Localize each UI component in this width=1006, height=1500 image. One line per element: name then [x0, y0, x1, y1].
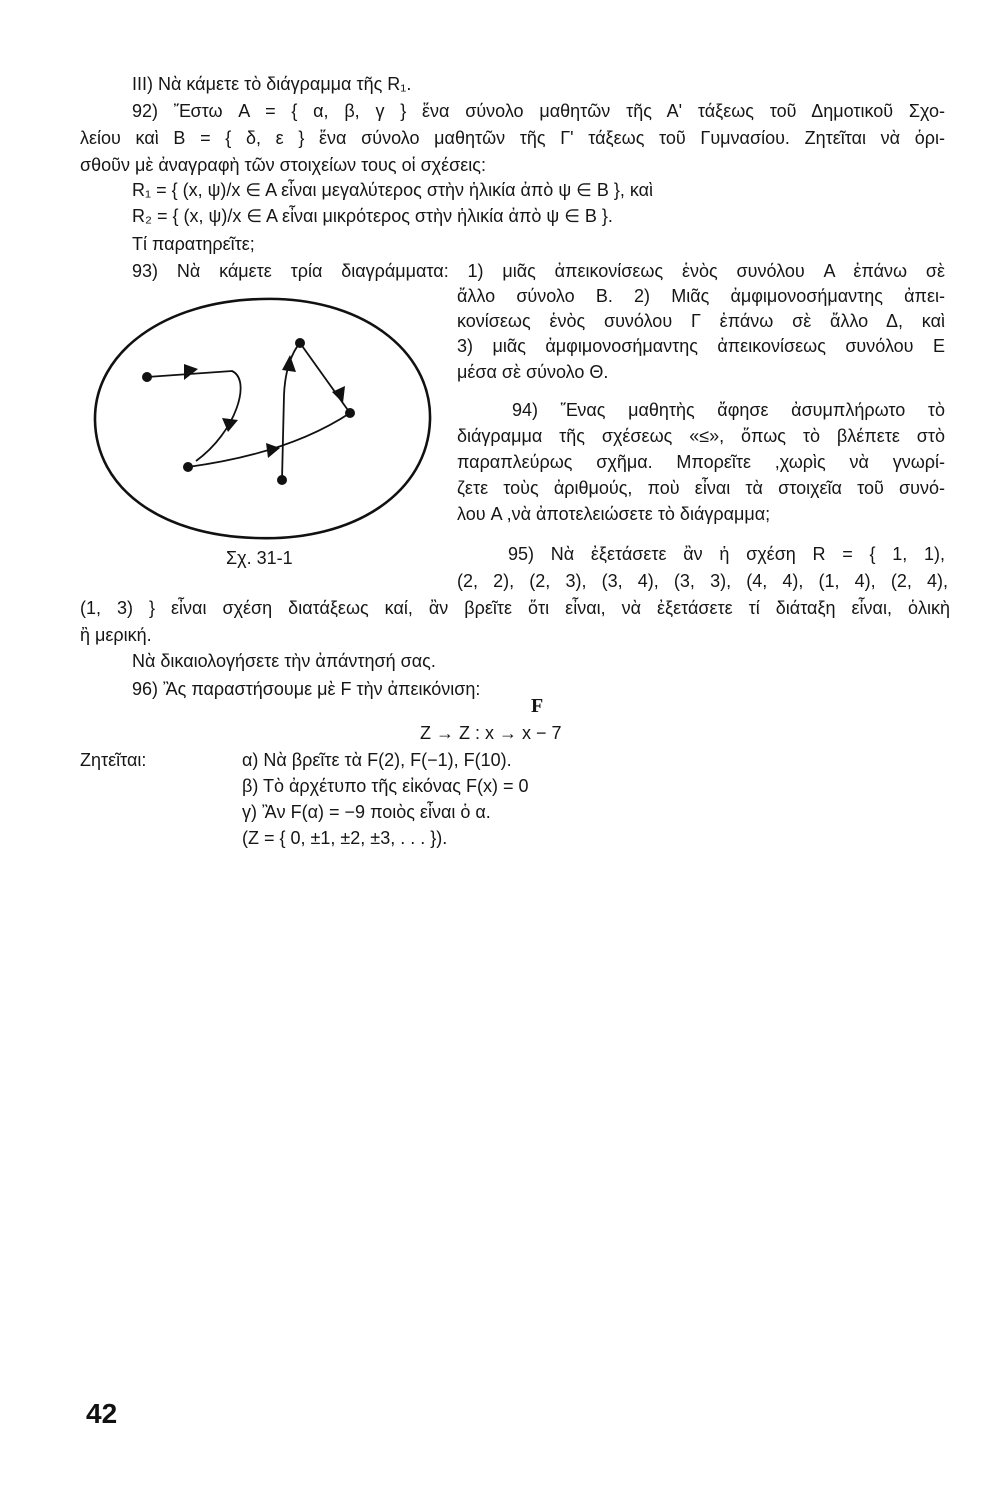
relation-r2-definition: R₂ = { (x, ψ)/x ∈ A εἶναι μικρότερος στὴν ἡλικία ἀπὸ ψ ∈ B }. — [132, 206, 613, 226]
exercise-95-line: ἢ μερική. — [80, 625, 152, 645]
set-a-ellipse — [95, 299, 430, 538]
exercise-95-line: (2, 2), (2, 3), (3, 4), (3, 3), (4, 4), (1, 4), (2, 4), — [457, 571, 948, 591]
arrowhead — [282, 355, 296, 372]
exercise-94-line: ζετε τοὺς ἀριθμούς, ποὺ εἶναι τὰ στοιχεῖα τοῦ συνό- — [457, 478, 945, 498]
arrowhead — [222, 418, 238, 432]
exercise-93-line: 93) Νὰ κάμετε τρία διαγράμματα: 1) μιᾶς ἀπεικονίσεως ἑνὸς συνόλου A ἐπάνω σὲ — [132, 261, 945, 281]
relation-diagram-figure — [80, 285, 450, 560]
exercise-96-part-c: γ) Ἂν F(α) = −9 ποιὸς εἶναι ὁ α. — [242, 802, 491, 822]
exercise-94-line: διάγραμμα τῆς σχέσεως «≤», ὅπως τὸ βλέπετε στὸ — [457, 426, 945, 446]
relation-r1-definition: R₁ = { (x, ψ)/x ∈ A εἶναι μεγαλύτερος στὴν ἡλικία ἀπὸ ψ ∈ B }, καὶ — [132, 180, 654, 200]
exercise-93-line: κονίσεως ἑνὸς συνόλου Γ ἐπάνω σὲ ἄλλο Δ, καὶ — [457, 311, 945, 331]
exercise-95-line: (1, 3) } εἶναι σχέση διατάξεως καί, ἂν βρεῖτε ὅτι εἶναι, νὰ ἐξετάσετε τί διάταξη εἶναι, ὁλικὴ — [80, 598, 950, 618]
diagram-point — [295, 338, 305, 348]
page-number: 42 — [86, 1398, 118, 1429]
arrowhead — [332, 386, 345, 403]
exercise-96-part-a: α) Νὰ βρεῖτε τὰ F(2), F(−1), F(10). — [242, 750, 512, 770]
exercise-96-intro: 96) Ἂς παραστήσουμε μὲ F τὴν ἀπεικόνιση: — [132, 679, 481, 699]
diagram-edge — [188, 413, 350, 467]
integers-definition: (Z = { 0, ±1, ±2, ±3, . . . }). — [242, 828, 448, 848]
exercise-92-line: σθοῦν μὲ ἀναγραφὴ τῶν στοιχείων τους οἱ σχέσεις: — [80, 155, 486, 175]
exercise-93-line: 3) μιᾶς ἀμφιμονοσήμαντης ἀπεικονίσεως συνόλου E — [457, 336, 945, 356]
exercise-94-line: παραπλεύρως σχῆμα. Μπορεῖτε ,χωρὶς νὰ γνωρί- — [457, 452, 945, 472]
figure-caption: Σχ. 31-1 — [226, 548, 293, 568]
exercise-91-part-iii: ΙΙΙ) Νὰ κάμετε τὸ διάγραμμα τῆς R₁. — [132, 74, 412, 94]
arrowhead — [266, 443, 280, 458]
exercise-94-line: 94) Ἕνας μαθητὴς ἄφησε ἀσυμπλήρωτο τὸ — [512, 400, 945, 420]
exercise-93-line: ἄλλο σύνολο B. 2) Μιᾶς ἀμφιμονοσήμαντης ἀπει- — [457, 286, 945, 306]
diagram-edge — [147, 371, 241, 461]
map-label: F — [531, 695, 544, 717]
exercise-95-line: 95) Νὰ ἐξετάσετε ἂν ἡ σχέση R = { 1, 1), — [508, 544, 945, 564]
asked-label: Ζητεῖται: — [80, 750, 147, 770]
exercise-94-line: λου A ,νὰ ἀποτελειώσετε τὸ διάγραμμα; — [457, 504, 771, 524]
mapping-definition: Z → Z : x → x − 7 — [420, 723, 562, 743]
exercise-96-part-b: β) Τὸ ἀρχέτυπο τῆς εἰκόνας F(x) = 0 — [242, 776, 529, 796]
diagram-point — [183, 462, 193, 472]
exercise-92-question: Τί παρατηρεῖτε; — [132, 234, 255, 254]
arrowhead — [184, 364, 198, 380]
exercise-95-justify-note: Νὰ δικαιολογήσετε τὴν ἀπάντησή σας. — [132, 651, 436, 671]
exercise-93-line: μέσα σὲ σύνολο Θ. — [457, 362, 609, 382]
diagram-point — [345, 408, 355, 418]
diagram-point — [277, 475, 287, 485]
exercise-92-line: λείου καὶ B = { δ, ε } ἕνα σύνολο μαθητῶν τῆς Γ' τάξεως τοῦ Γυμνασίου. Ζητεῖται νὰ ὁρι- — [80, 128, 945, 148]
exercise-92-line: 92) Ἔστω A = { α, β, γ } ἕνα σύνολο μαθητῶν τῆς Α' τάξεως τοῦ Δημοτικοῦ Σχο- — [132, 101, 945, 121]
diagram-point — [142, 372, 152, 382]
